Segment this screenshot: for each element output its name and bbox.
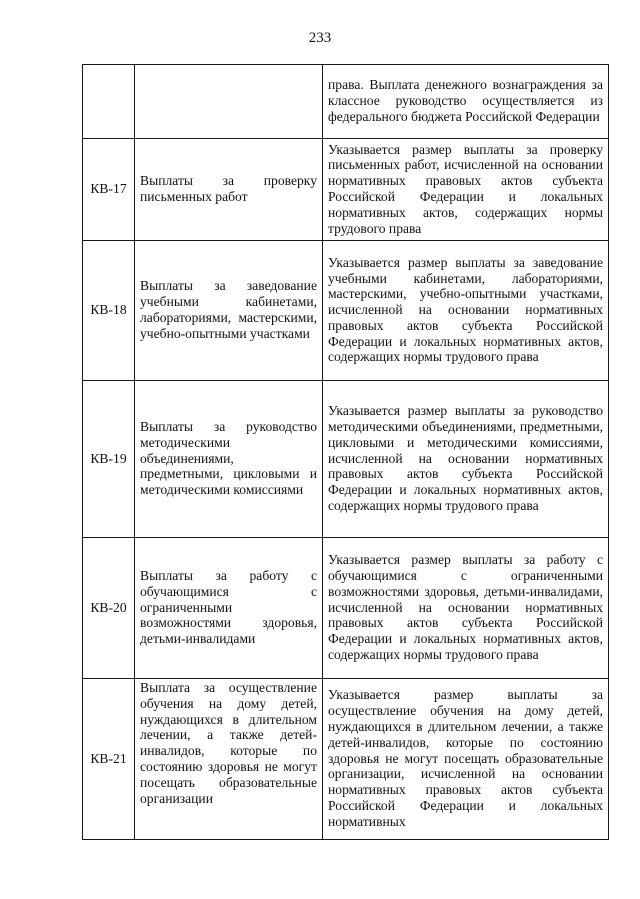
page-number: 233	[308, 30, 332, 46]
table-row	[83, 65, 609, 139]
table-row	[83, 241, 609, 381]
row-name: Выплаты за заведование учебными кабинетами, лабораториями, мастерскими, учебно-опытными участками	[135, 241, 323, 381]
row-code: КВ-19	[83, 381, 135, 538]
row-name: Выплаты за работу с обучающимися с ограниченными возможностями здоровья, детьми-инвалидами	[135, 538, 323, 679]
row-code	[83, 65, 135, 139]
row-name	[135, 65, 323, 139]
row-code: КВ-20	[83, 538, 135, 679]
row-name: Выплата за осуществление обучения на дому детей, нуждающихся в длительном лечении, а также детей-инвалидов, которые по состоянию здоровья не могут посещать образовательные организации	[135, 679, 323, 840]
table-row	[83, 139, 609, 241]
row-description: права. Выплата денежного вознаграждения за классное руководство осуществляется из федерального бюджета Российской Федерации	[323, 65, 609, 139]
row-code: КВ-17	[83, 139, 135, 241]
row-description: Указывается размер выплаты за проверку письменных работ, исчисленной на основании нормативных правовых актов субъекта Российской Федерации и локальных нормативных актов, содержащих нормы трудового права	[323, 139, 609, 241]
table-row	[83, 538, 609, 679]
row-code: КВ-21	[83, 679, 135, 840]
row-name: Выплаты за руководство методическими объединениями, предметными, цикловыми и методическими комиссиями	[135, 381, 323, 538]
table-row	[83, 381, 609, 538]
table-row	[83, 679, 609, 840]
row-name: Выплаты за проверку письменных работ	[135, 139, 323, 241]
row-code: КВ-18	[83, 241, 135, 381]
payments-table	[82, 64, 609, 840]
row-description: Указывается размер выплаты за работу с обучающимися с ограниченными возможностями здоровья, детьми-инвалидами, исчисленной на основании нормативных правовых актов субъекта Российской Федерации и локальных нормативных актов, содержащих нормы трудового права	[323, 538, 609, 679]
row-description: Указывается размер выплаты за осуществление обучения на дому детей, нуждающихся в длительном лечении, а также детей-инвалидов, которые по состоянию здоровья не могут посещать образовательные организации, исчисленной на основании нормативных правовых актов субъекта Российской Федерации и локальных нормативных	[323, 679, 609, 840]
row-description: Указывается размер выплаты за заведование учебными кабинетами, лабораториями, мастерскими, учебно-опытными участками, исчисленной на основании нормативных правовых актов субъекта Российской Федерации и локальных нормативных актов, содержащих нормы трудового права	[323, 241, 609, 381]
row-description: Указывается размер выплаты за руководство методическими объединениями, предметными, цикловыми и методическими комиссиями, исчисленной на основании нормативных правовых актов субъекта Российской Федерации и локальных нормативных актов, содержащих нормы трудового права	[323, 381, 609, 538]
